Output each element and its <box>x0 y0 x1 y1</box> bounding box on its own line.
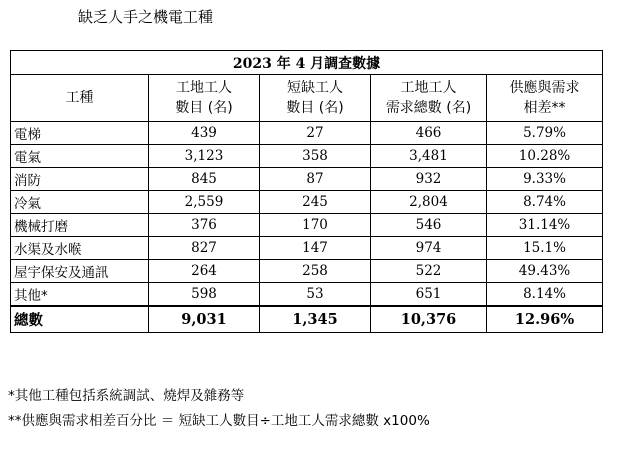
cell-shortage: 245 <box>260 191 371 214</box>
table-row <box>11 283 603 307</box>
cell-gap: 5.79% <box>487 122 603 145</box>
cell-demand: 522 <box>371 260 487 283</box>
cell-demand: 466 <box>371 122 487 145</box>
table-row <box>11 260 603 283</box>
col-header-shortage: 短缺工人 數目 (名) <box>260 75 371 122</box>
table-row <box>11 214 603 237</box>
cell-workers: 376 <box>149 214 260 237</box>
total-demand: 10,376 <box>371 306 487 333</box>
table-row <box>11 145 603 168</box>
cell-gap: 49.43% <box>487 260 603 283</box>
cell-gap: 8.14% <box>487 283 603 307</box>
cell-gap: 9.33% <box>487 168 603 191</box>
cell-trade: 消防 <box>11 168 149 191</box>
footnotes <box>8 384 430 434</box>
col-header-demand: 工地工人 需求總數 (名) <box>371 75 487 122</box>
cell-gap: 8.74% <box>487 191 603 214</box>
total-gap: 12.96% <box>487 306 603 333</box>
cell-trade: 其他* <box>11 283 149 307</box>
cell-gap: 10.28% <box>487 145 603 168</box>
cell-demand: 546 <box>371 214 487 237</box>
cell-workers: 827 <box>149 237 260 260</box>
col-header-gap: 供應與需求 相差** <box>487 75 603 122</box>
total-workers: 9,031 <box>149 306 260 333</box>
table-row <box>11 191 603 214</box>
table-row <box>11 168 603 191</box>
table-title: 2023 年 4 月調查數據 <box>11 51 603 75</box>
cell-shortage: 27 <box>260 122 371 145</box>
col-header-trade: 工種 <box>11 75 149 122</box>
table-row <box>11 237 603 260</box>
cell-demand: 2,804 <box>371 191 487 214</box>
cell-workers: 3,123 <box>149 145 260 168</box>
page-heading: 缺乏人手之機電工種 <box>78 8 214 26</box>
table-total-row <box>11 306 603 333</box>
cell-shortage: 170 <box>260 214 371 237</box>
cell-trade: 冷氣 <box>11 191 149 214</box>
total-label: 總數 <box>11 306 149 333</box>
table-header-row <box>11 75 603 122</box>
table-row <box>11 122 603 145</box>
total-shortage: 1,345 <box>260 306 371 333</box>
cell-workers: 598 <box>149 283 260 307</box>
cell-workers: 264 <box>149 260 260 283</box>
cell-trade: 屋宇保安及通訊 <box>11 260 149 283</box>
cell-demand: 932 <box>371 168 487 191</box>
cell-trade: 電梯 <box>11 122 149 145</box>
cell-gap: 15.1% <box>487 237 603 260</box>
cell-trade: 水渠及水喉 <box>11 237 149 260</box>
cell-demand: 651 <box>371 283 487 307</box>
footnote-others: *其他工種包括系統調試、燒焊及雜務等 <box>8 388 245 404</box>
cell-workers: 845 <box>149 168 260 191</box>
cell-shortage: 258 <box>260 260 371 283</box>
cell-shortage: 358 <box>260 145 371 168</box>
cell-trade: 機械打磨 <box>11 214 149 237</box>
survey-table <box>10 50 603 333</box>
cell-gap: 31.14% <box>487 214 603 237</box>
cell-demand: 974 <box>371 237 487 260</box>
cell-shortage: 87 <box>260 168 371 191</box>
cell-demand: 3,481 <box>371 145 487 168</box>
col-header-workers: 工地工人 數目 (名) <box>149 75 260 122</box>
cell-shortage: 53 <box>260 283 371 307</box>
cell-shortage: 147 <box>260 237 371 260</box>
cell-workers: 2,559 <box>149 191 260 214</box>
cell-trade: 電氣 <box>11 145 149 168</box>
footnote-formula: **供應與需求相差百分比 ＝ 短缺工人數目÷工地工人需求總數 x100% <box>8 413 430 429</box>
cell-workers: 439 <box>149 122 260 145</box>
